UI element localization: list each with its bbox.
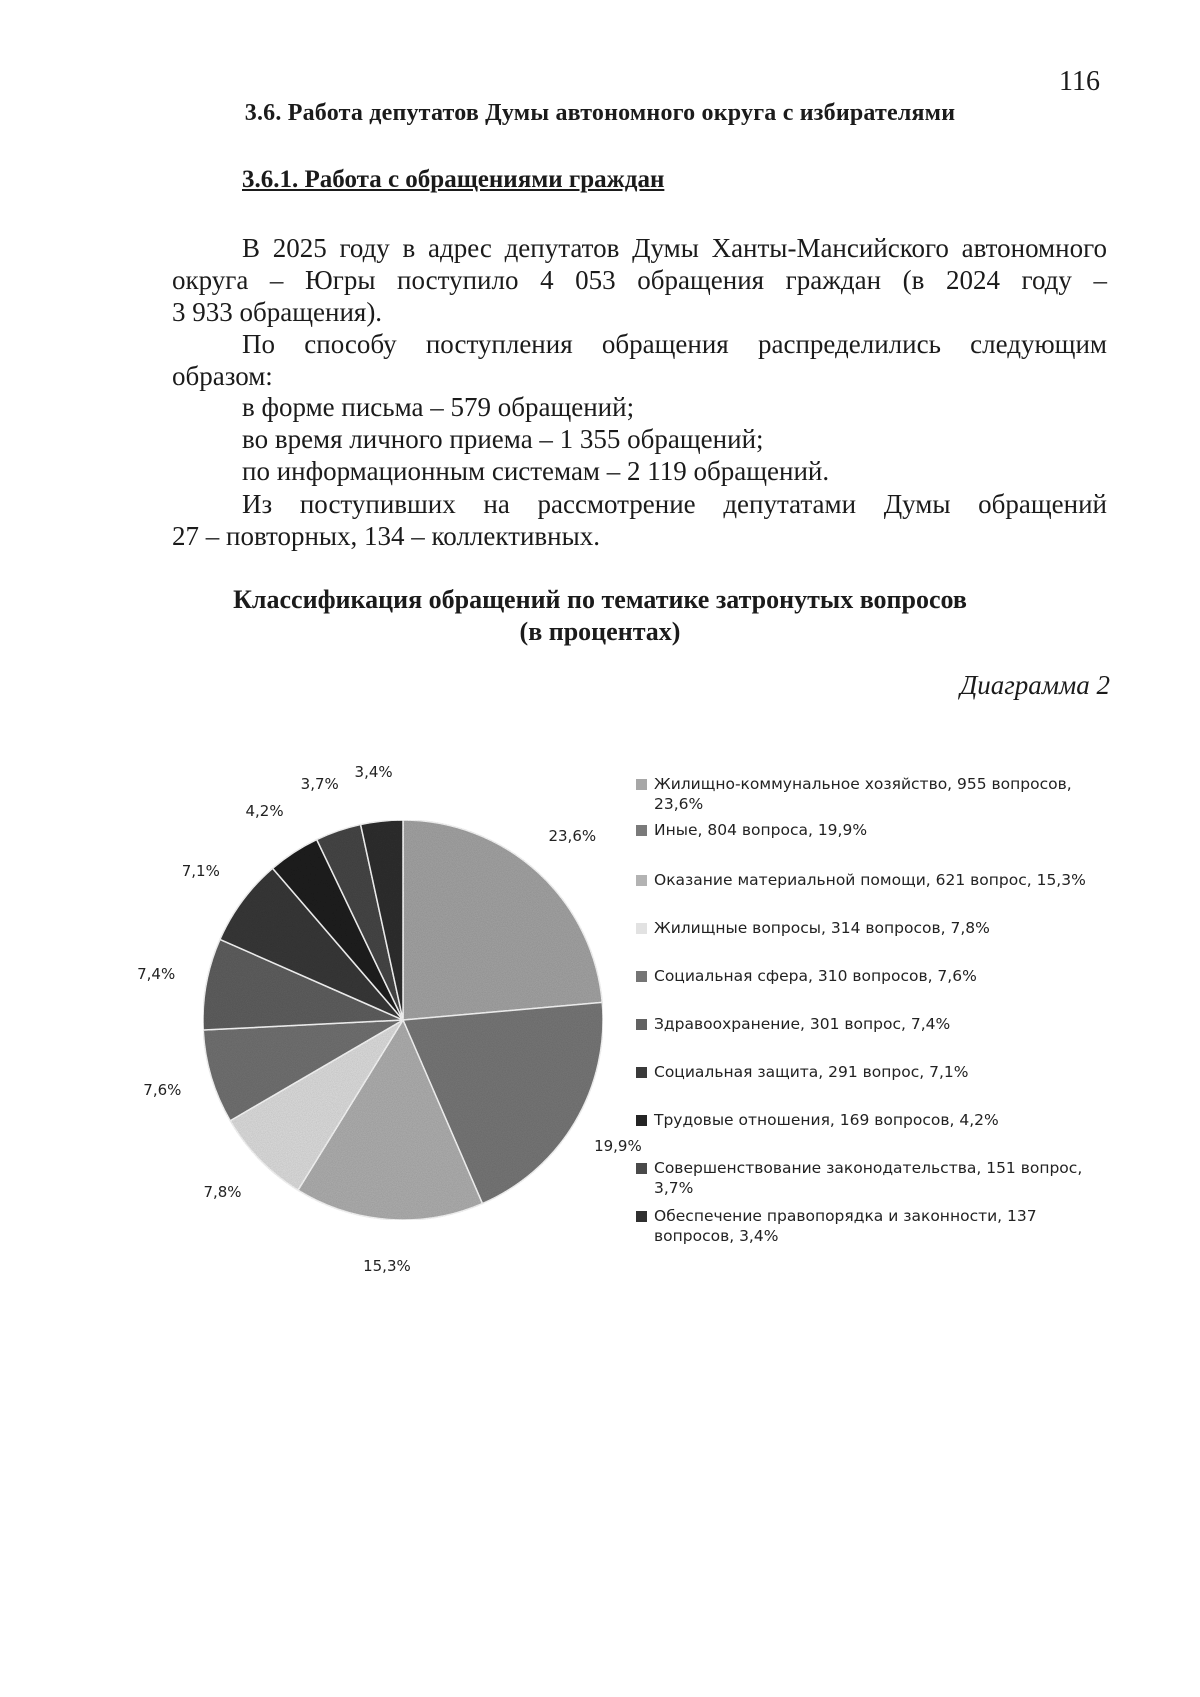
legend-swatch [636,1211,647,1222]
legend-item [636,918,1134,938]
pie-percent-label: 3,4% [354,763,393,782]
legend-item [636,820,1134,840]
channel-info-systems: по информационным системам – 2 119 обращений. [242,456,830,486]
channel-letter: в форме письма – 579 обращений; [242,392,635,422]
legend-swatch [636,1019,647,1030]
pie-percent-label: 7,8% [203,1183,242,1202]
legend-text-continuation: 3,7% [654,1179,694,1197]
pie-slice [403,820,602,1020]
pie-percent-label: 15,3% [363,1257,411,1276]
chart-title-line2: (в процентах) [519,617,681,646]
legend-swatch [636,923,647,934]
legend-item [636,870,1134,890]
legend-text-continuation: вопросов, 3,4% [654,1227,779,1245]
section-title: 3.6. Работа депутатов Думы автономного округа с избирателями [244,100,956,126]
legend-text: Здравоохранение, 301 вопрос, 7,4% [654,1015,951,1033]
channel-personal: во время личного приема – 1 355 обращений; [242,424,764,454]
paragraph1-line3: 3 933 обращения). [172,297,383,327]
pie-percent-label: 3,7% [300,775,339,794]
legend-text-continuation: 23,6% [654,795,704,813]
legend-item [636,1206,1134,1246]
legend-text: Иные, 804 вопроса, 19,9% [654,821,868,839]
legend-text: Оказание материальной помощи, 621 вопрос, 15,3% [654,871,1086,889]
pie-percent-label: 19,9% [594,1136,642,1155]
legend-swatch [636,779,647,790]
pie-percent-label: 7,4% [137,965,176,984]
legend-item [636,1158,1134,1198]
page-number: 116 [1059,66,1100,97]
pie-percent-label: 4,2% [245,802,284,821]
legend-text: Жилищные вопросы, 314 вопросов, 7,8% [654,919,990,937]
legend-text: Совершенствование законодательства, 151 вопрос, [654,1159,1083,1177]
legend-swatch [636,875,647,886]
paragraph2-line1: По способу поступления обращения распределились следующим [242,329,1107,359]
legend-text: Трудовые отношения, 169 вопросов, 4,2% [654,1111,999,1129]
legend-swatch [636,1115,647,1126]
paragraph3-line2: 27 – повторных, 134 – коллективных. [172,521,600,551]
paragraph1-line2: округа – Югры поступило 4 053 обращения граждан (в 2024 году – [172,265,1107,295]
paragraph2-line2: образом: [172,361,273,391]
legend-text: Социальная защита, 291 вопрос, 7,1% [654,1063,969,1081]
pie-percent-label: 23,6% [548,827,597,846]
legend-text: Социальная сфера, 310 вопросов, 7,6% [654,967,977,985]
subsection-title: 3.6.1. Работа с обращениями граждан [242,166,665,193]
paragraph1-line1: В 2025 году в адрес депутатов Думы Ханты-Мансийского автономного [242,233,1107,263]
legend-item [636,1110,1134,1130]
legend-item [636,1014,1134,1034]
legend-text: Обеспечение правопорядка и законности, 137 [654,1207,1037,1225]
legend-item [636,966,1134,986]
pie-percent-label: 7,6% [143,1080,182,1099]
legend-item [636,1062,1134,1082]
legend-swatch [636,1067,647,1078]
legend-swatch [636,1163,647,1174]
chart-title-line1: Классификация обращений по тематике затронутых вопросов [233,585,967,614]
paragraph3-line1: Из поступивших на рассмотрение депутатами Думы обращений [242,489,1107,519]
diagram-label: Диаграмма 2 [960,670,1110,700]
pie-percent-label: 7,1% [181,862,220,881]
legend-swatch [636,825,647,836]
legend-text: Жилищно-коммунальное хозяйство, 955 вопросов, [654,775,1072,793]
legend-swatch [636,971,647,982]
legend-item [636,774,1134,814]
